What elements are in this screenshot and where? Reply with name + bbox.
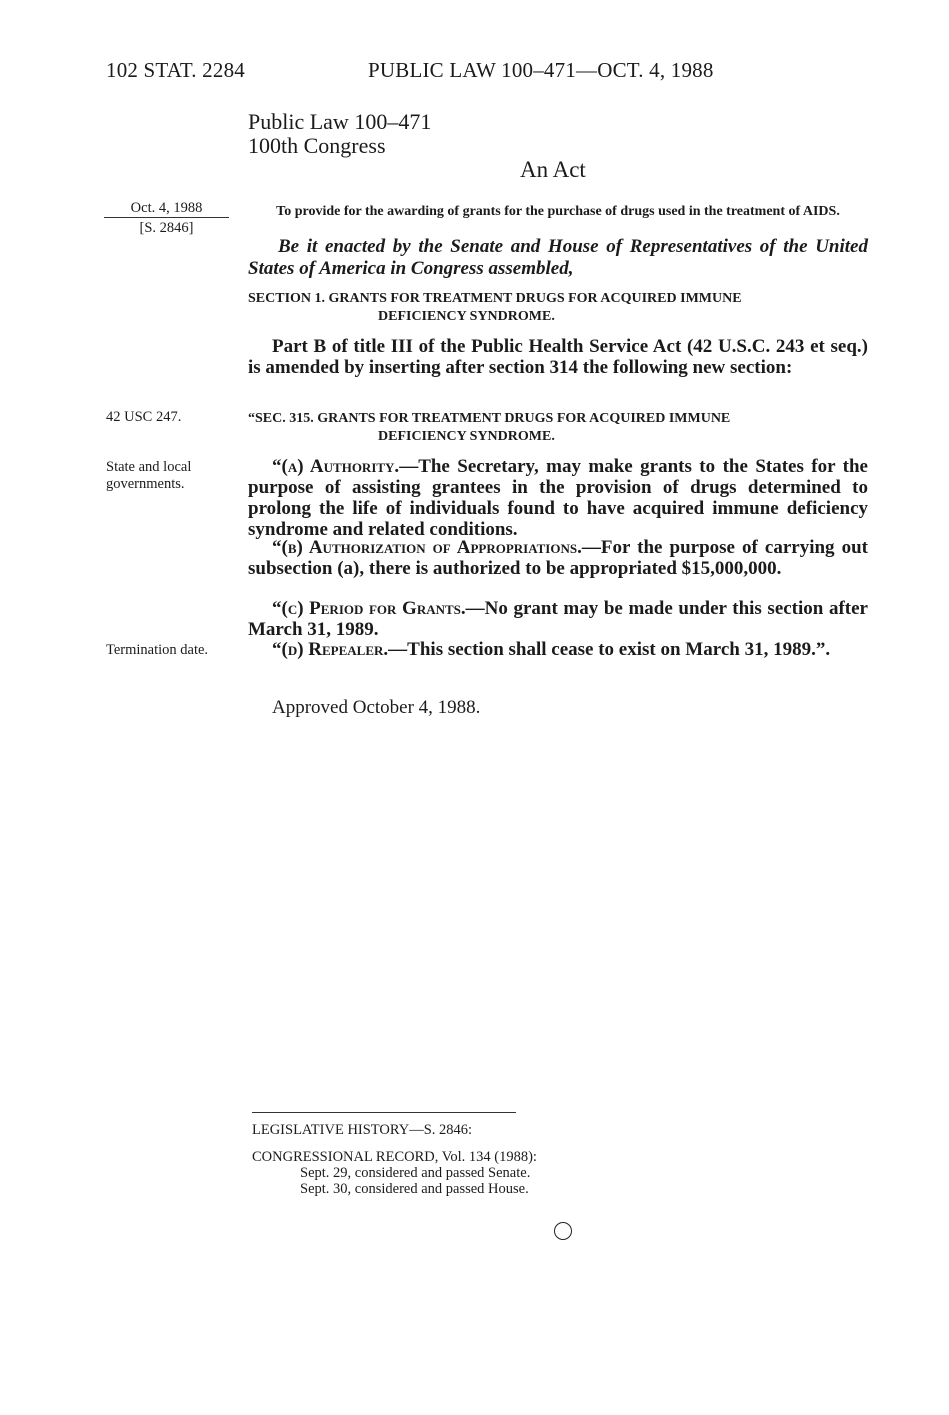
history-entry: Sept. 29, considered and passed Senate. <box>300 1165 531 1181</box>
subsection-d-label: “(d) Repealer. <box>272 639 389 660</box>
subsection-c-label: “(c) Period for Grants. <box>272 598 466 619</box>
running-head: PUBLIC LAW 100–471—OCT. 4, 1988 <box>368 58 714 82</box>
history-divider <box>252 1112 516 1113</box>
legislative-history <box>252 1149 537 1197</box>
legislative-history-title: LEGISLATIVE HISTORY—S. 2846: <box>252 1122 473 1138</box>
section-315-heading <box>248 410 868 446</box>
approval-date: Approved October 4, 1988. <box>272 697 481 718</box>
end-mark-circle-icon <box>554 1222 572 1240</box>
margin-termination-date: Termination date. <box>106 642 209 658</box>
subsection-b-label: “(b) Authorization of Appropriations. <box>272 537 582 558</box>
subsection-a-text: —The Secretary, may make grants to the States for the purpose of assisting grantees in the provision of drugs determined to prolong the life of individuals found to have acquired immune deficiency syndrome and related conditions. <box>248 456 868 540</box>
subsection-b <box>248 537 868 579</box>
section-1-heading-line2: DEFICIENCY SYNDROME. <box>378 309 555 324</box>
act-purpose: To provide for the awarding of grants for the purchase of drugs used in the treatment of AIDS. <box>276 204 840 219</box>
act-heading: An Act <box>520 157 586 182</box>
subsection-d <box>248 639 868 660</box>
margin-usc-citation: 42 USC 247. <box>106 409 182 425</box>
section-1-text: Part B of title III of the Public Health Service Act (42 U.S.C. 243 et seq.) is amended by inserting after section 314 the following new section: <box>248 336 868 378</box>
congress-number: 100th Congress <box>248 133 386 158</box>
margin-state-local: State and local governments. <box>106 459 192 492</box>
subsection-c <box>248 598 868 640</box>
congressional-record-line: CONGRESSIONAL RECORD, Vol. 134 (1988): <box>252 1149 537 1165</box>
section-1-heading-line1: SECTION 1. GRANTS FOR TREATMENT DRUGS FOR ACQUIRED IMMUNE <box>248 291 742 306</box>
law-number: Public Law 100–471 <box>248 109 432 134</box>
subsection-a-label: “(a) Authority. <box>272 456 400 477</box>
subsection-a <box>248 456 868 540</box>
section-315-heading-line2: DEFICIENCY SYNDROME. <box>378 429 555 444</box>
subsection-d-text: —This section shall cease to exist on March 31, 1989.”. <box>388 639 831 660</box>
subsection-b-text: —For the purpose of carrying out subsection (a), there is authorized to be appropriated $15,000,000. <box>248 537 868 579</box>
section-315-heading-line1: “SEC. 315. GRANTS FOR TREATMENT DRUGS FOR ACQUIRED IMMUNE <box>248 411 731 426</box>
margin-bill-number: [S. 2846] <box>139 220 194 236</box>
margin-divider <box>104 217 229 218</box>
page-citation: 102 STAT. 2284 <box>106 58 245 82</box>
history-entry: Sept. 30, considered and passed House. <box>300 1181 529 1197</box>
enacting-clause: Be it enacted by the Senate and House of Representatives of the United States of America in Congress assembled, <box>248 236 868 279</box>
section-1-heading <box>248 290 868 326</box>
margin-date: Oct. 4, 1988 <box>130 200 203 216</box>
subsection-c-text: —No grant may be made under this section after March 31, 1989. <box>248 598 868 640</box>
